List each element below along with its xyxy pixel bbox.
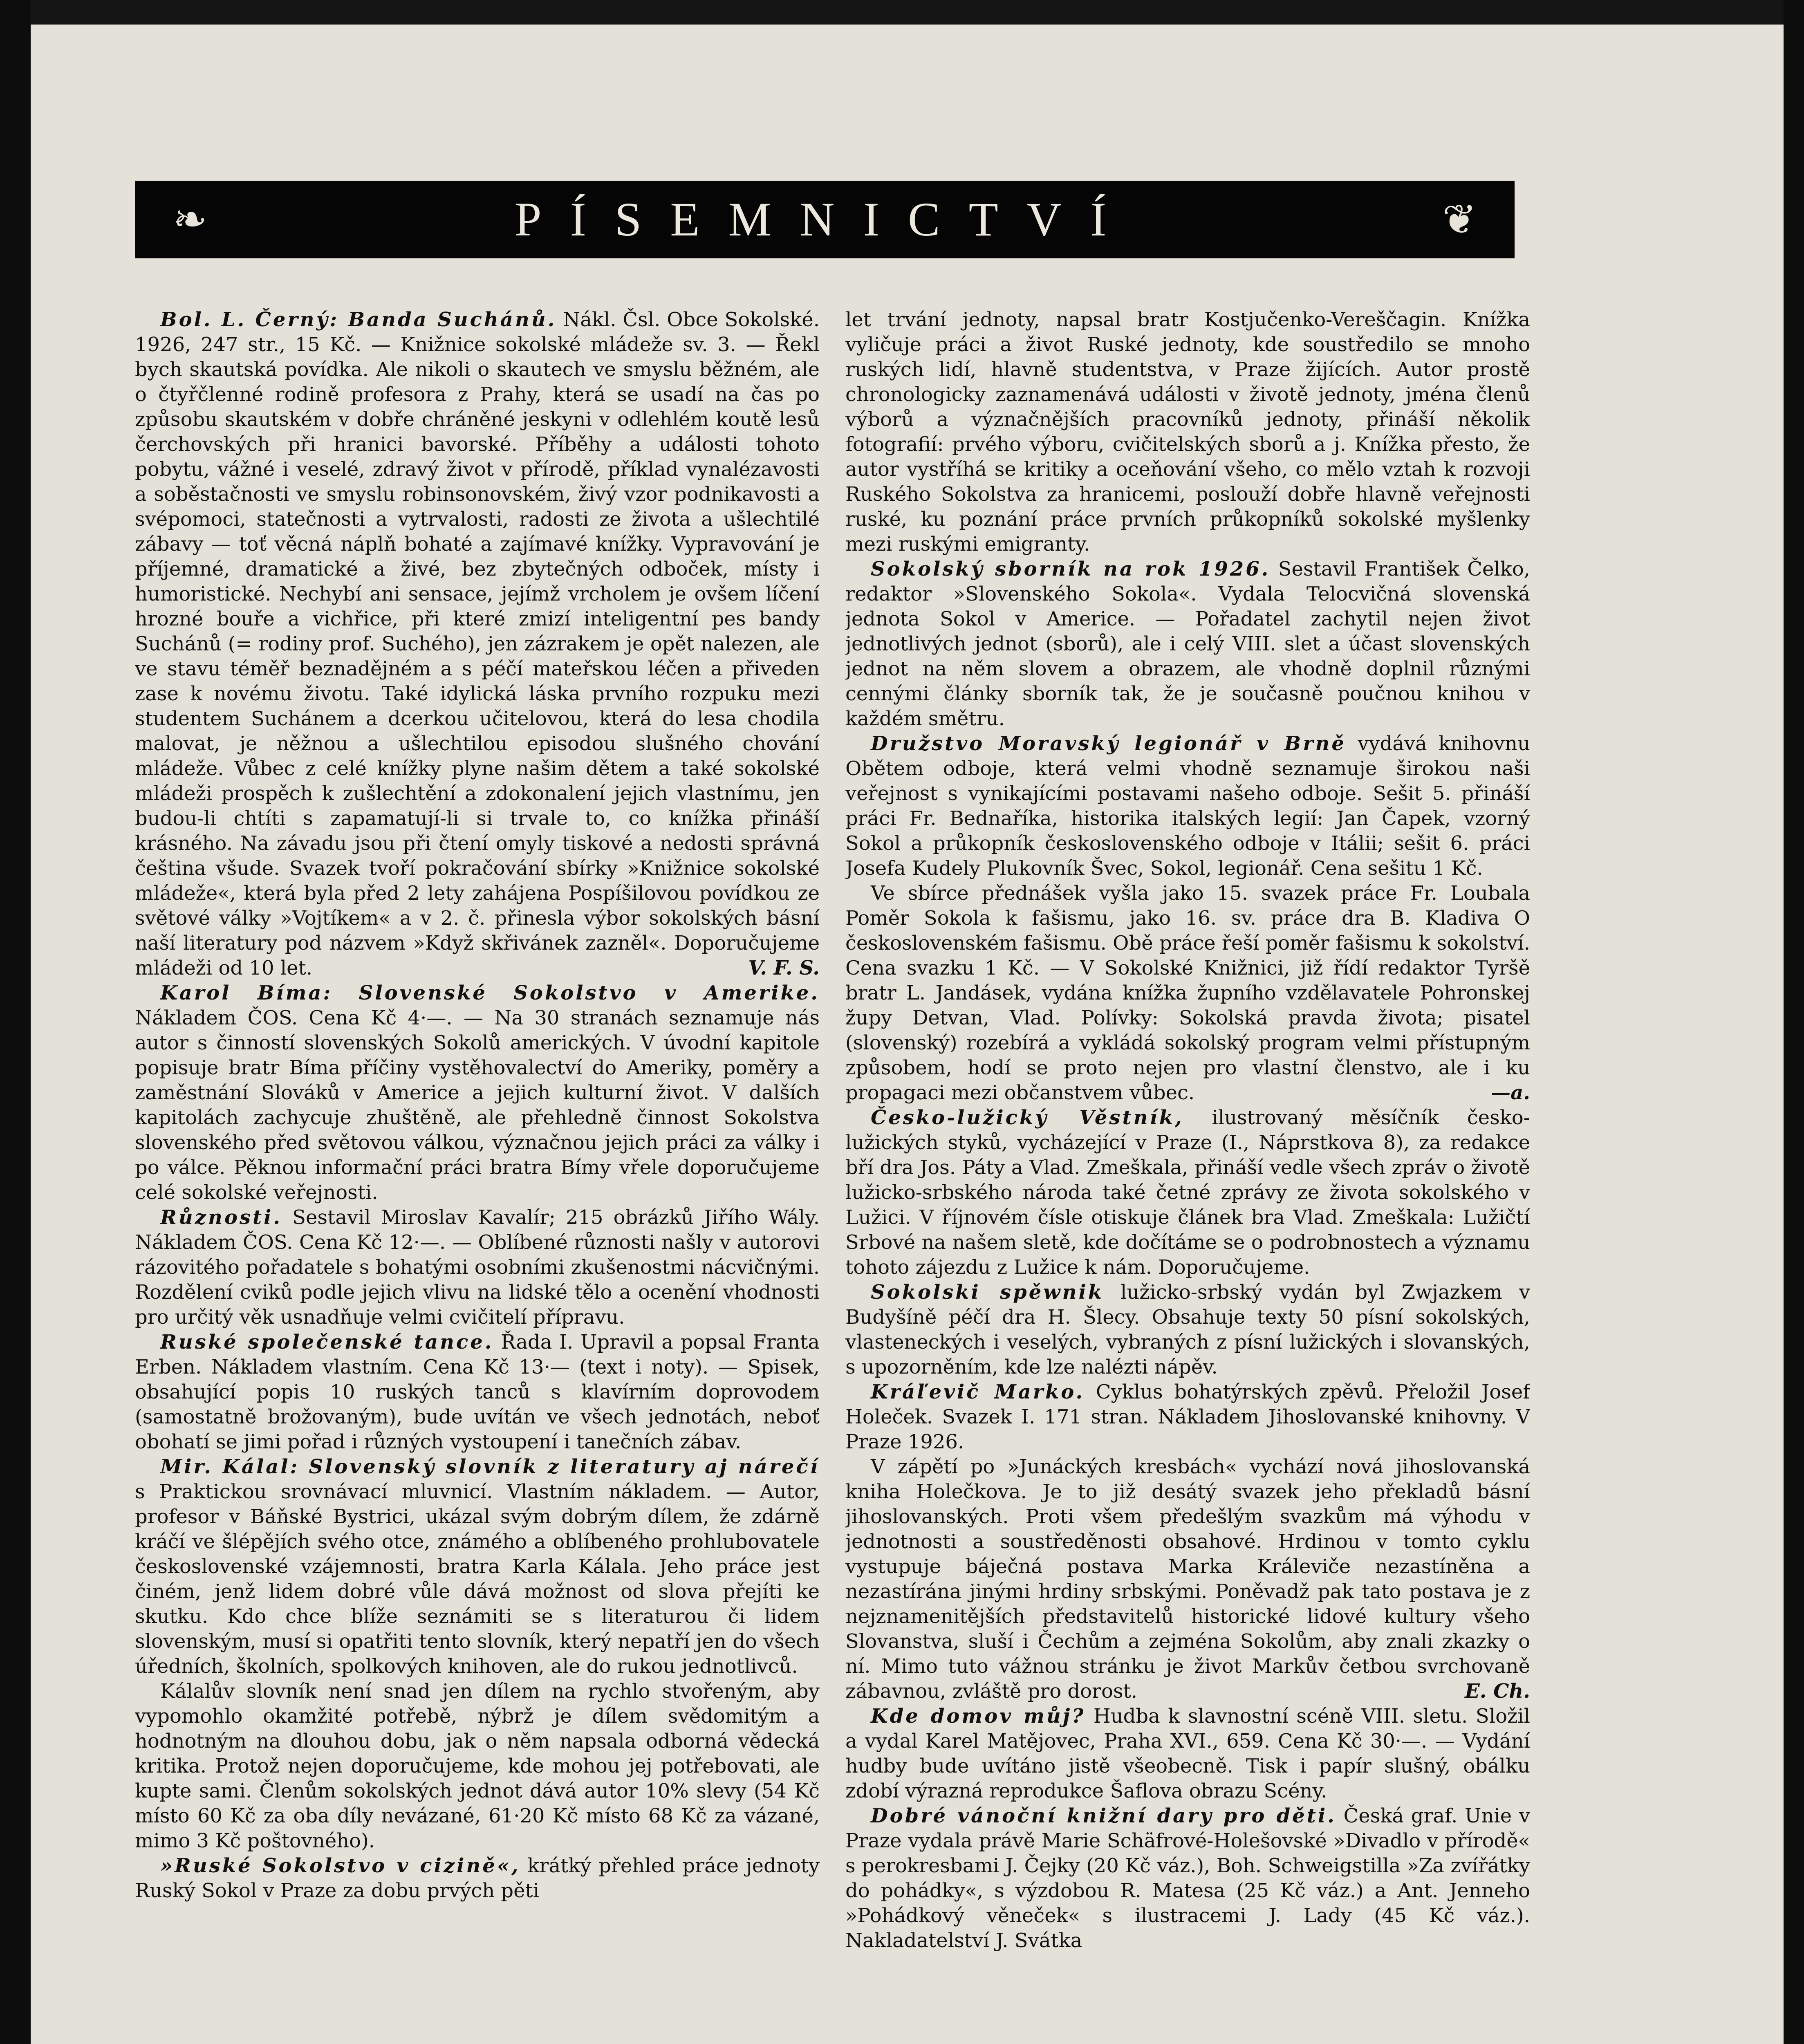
- review-entry: [845, 1380, 1530, 1455]
- scan-border-left: [0, 0, 31, 2044]
- left-column: [135, 307, 820, 2012]
- review-entry: [845, 557, 1530, 731]
- review-heading: »Ruské Sokolstvo v cizině«,: [160, 1854, 520, 1877]
- review-entry: [135, 1455, 820, 1679]
- review-entry: [845, 1455, 1530, 1704]
- review-text: s Praktickou srovnávací mluvnicí. Vlastním nákladem. — Autor, profesor v Báňské Bystrici, ukázal svým dobrým dílem, že zdárně kráčí ve šlépějích svého otce, známého a oblíbeného prohlubovatele československé vzájemnosti, bratra Karla Kálala. Jeho práce jest činém, jenž lidem dobré vůle dává možnost od slova přejíti ke skutku. Kdo chce blíže seznámiti se s literaturou či lidem slovenským, musí si opatřiti tento slovník, který nepatří jen do všech úředních, školních, spolkových knihoven, ale do rukou jednotlivců.: [135, 1480, 820, 1678]
- review-entry: [135, 1853, 820, 1903]
- review-heading: Sokolski spěwnik: [871, 1281, 1104, 1304]
- review-entry: [845, 1804, 1530, 1953]
- review-text: Kálalův slovník není snad jen dílem na rychlo stvořeným, aby vypomohlo okamžité potřebě, nýbrž je dílem svědomitým a hodnotným na dlouhou dobu, jak o něm napsala odborná vědecká kritika. Protož nejen doporučujeme, kde mohou jej potřebovati, ale kupte sami. Členům sokolských jednot dává autor 10% slevy (54 Kč místo 60 Kč za oba díly nevázané, 61·20 Kč místo 68 Kč za vázané, mimo 3 Kč poštovného).: [135, 1680, 820, 1852]
- review-entry: [845, 731, 1530, 881]
- review-heading: Mir. Kálal: Slovenský slovník z literatury aj nárečí: [160, 1455, 820, 1478]
- review-entry: [135, 1205, 820, 1330]
- review-heading: Různosti.: [160, 1206, 282, 1229]
- review-heading: Bol. L. Černý: Banda Suchánů.: [160, 308, 557, 331]
- review-text: Řada I. Upravil a popsal Franta Erben. Nákladem vlastním. Cena Kč 13·— (text i noty). — Spisek, obsahující popis 10 ruských tanců s klavírním doprovodem (samostatně brožovaným), bude uvítán ve všech jednotách, neboť obohatí se jimi pořad i různých vystoupení i tanečních zábav.: [135, 1331, 820, 1453]
- right-column: [845, 307, 1530, 2012]
- review-text: V zápětí po »Junáckých kresbách« vychází nová jihoslovanská kniha Holečkova. Je to již desátý svazek jeho překladů básní jihoslovanských. Proti všem předešlým svazkům má výhodu v jednotnosti a soustředěnosti obsahové. Hrdinou v tomto cyklu vystupuje báječná postava Marka Králeviče nezastíněna a nezastírána jinými hrdiny srbskými. Poněvadž pak tato postava je z nejznamenitějších představitelů historické lidové kultury všeho Slovanstva, sluší i Čechům a zejména Sokolům, aby znali zkazky o ní. Mimo tuto vážnou stránku je život Markův četbou svrchovaně zábavnou, zvláště pro dorost.: [845, 1455, 1530, 1703]
- review-text: Sestavil Miroslav Kavalír; 215 obrázků Jiřího Wály. Nákladem ČOS. Cena Kč 12·—. — Oblíbené různosti našly v autorovi rázovitého pořadatele s bohatými osobními zkušenostmi nácvičnými. Rozdělení cviků podle jejich vlivu na lidské tělo a ocenění vhodnosti pro určitý věk usnadňuje velmi cvičitelí přípravu.: [135, 1206, 820, 1329]
- review-text: lužicko-srbský vydán byl Zwjazkem v Budyšíně péčí dra H. Šlecy. Obsahuje texty 50 písní sokolských, vlasteneckých i veselých, vybraných z písní lužických i slovanských, s upozorněním, kde lze nalézti nápěv.: [845, 1281, 1530, 1378]
- review-text: Česká graf. Unie v Praze vydala právě Marie Schäfrové-Holešovské »Divadlo v přírodě« s perokresbami J. Čejky (20 Kč váz.), Boh. Schweigstilla »Za zvířátky do pohádky«, s výzdobou R. Matesa (25 Kč váz.) a Ant. Jenneho »Pohádkový věneček« s ilustracemi J. Lady (45 Kč váz.). Nakladatelství J. Svátka: [845, 1804, 1530, 1952]
- review-entry: [845, 1704, 1530, 1804]
- review-text: Sestavil František Čelko, redaktor »Slovenského Sokola«. Vydala Telocvičná slovenská jednota Sokol v Americe. — Pořadatel zachytil nejen život jednotlivých jednot (sborů), ale i celý VIII. slet a účast slovenských jednot na něm slovem a obrazem, ale vhodně doplnil různými cennými články sborník tak, že je současně poučnou knihou v každém smětru.: [845, 558, 1530, 730]
- review-heading: Ruské společenské tance.: [160, 1331, 494, 1354]
- review-heading: Dobré vánoční knižní dary pro děti.: [871, 1804, 1336, 1827]
- review-text: Hudba k slavnostní scéně VIII. sletu. Složil a vydal Karel Matějovec, Praha XVI., 659. Cena Kč 30·—. — Vydání hudby bude uvítáno jistě všeobecně. Tisk i papír slušný, obálku zdobí výrazná reprodukce Šaflova obrazu Scény.: [845, 1705, 1530, 1802]
- review-entry: [845, 881, 1530, 1105]
- review-text: let trvání jednoty, napsal bratr Kostjučenko-Vereščagin. Knížka vyličuje práci a život Ruské jednoty, kde soustředilo se mnoho ruských lidí, hlavně studentstva, v Praze žijících. Autor prostě chronologicky zaznamenává události v životě jednoty, jména členů výborů a význačnějších pracovníků jednoty, přináší několik fotografií: prvého výboru, cvičitelských sborů a j. Knížka přesto, že autor vystříhá se kritiky a oceňování všeho, co mělo vztah k rozvoji Ruského Sokolstva za hranicemi, poslouží dobře hlavně veřejnosti ruské, ku poznání práce prvních průkopníků sokolské myšlenky mezi ruskými emigranty.: [845, 308, 1530, 556]
- review-text: krátký přehled práce jednoty Ruský Sokol v Praze za dobu prvých pěti: [135, 1854, 820, 1902]
- review-heading: Družstvo Moravský legionář v Brně: [871, 732, 1346, 755]
- review-signature: V. F. S.: [748, 957, 820, 979]
- review-heading: Karol Bíma: Slovenské Sokolstvo v Amerike.: [160, 982, 820, 1004]
- review-entry: [135, 1679, 820, 1853]
- review-heading: Česko-lužický Věstník,: [871, 1106, 1184, 1129]
- section-banner: [135, 181, 1515, 258]
- review-signature: E. Ch.: [1465, 1680, 1530, 1703]
- review-entry: [845, 307, 1530, 557]
- review-text: Cyklus bohatýrských zpěvů. Přeložil Josef Holeček. Svazek I. 171 stran. Nákladem Jihoslovanské knihovny. V Praze 1926.: [845, 1381, 1530, 1453]
- review-text: Nákladem ČOS. Cena Kč 4·—. — Na 30 stranách seznamuje nás autor s činností slovenských Sokolů amerických. V úvodní kapitole popisuje bratr Bíma příčiny vystěhovalectví do Ameriky, poměry a zaměstnání Slováků v Americe a jejich kulturní život. V dalších kapitolách zachycuje zhuštěně, ale přehledně činnost Sokolstva slovenského před světovou válkou, význačnou jejich práci za války i po válce. Pěknou informační práci bratra Bímy vřele doporučujeme celé sokolské veřejnosti.: [135, 1006, 820, 1204]
- scan-border-right: [1784, 0, 1804, 2044]
- review-text: Nákl. Čsl. Obce Sokolské. 1926, 247 str., 15 Kč. — Knižnice sokolské mládeže sv. 3. — Řekl bych skautská povídka. Ale nikoli o skautech ve smyslu běžném, ale o čtyřčlenné rodině profesora z Prahy, která se usadí na čas po způsobu skautském v dobře chráněné jeskyni v odlehlém koutě lesů čerchovských při hranici bavorské. Příběhy a události tohoto pobytu, vážné i veselé, zdravý život v přírodě, příklad vynalézavosti a soběstačnosti ve smyslu robinsonovském, živý vzor podnikavosti a svépomoci, statečnosti a vytrvalosti, radosti ze života a ušlechtilé zábavy — toť věcná náplň bohaté a zajímavé knížky. Vypravování je příjemné, dramatické a živé, bez zbytečných odboček, místy i humoristické. Nechybí ani sensace, jejímž vrcholem je ovšem líčení hrozné bouře a vichřice, při které zmizí inteligentní pes bandy Suchánů (= rodiny prof. Suchého), jen zázrakem je opět nalezen, ale ve stavu téměř beznadějném a s péčí mateřskou léčen a přiveden zase k novému životu. Také idylická láska prvního rozpuku mezi studentem Suchánem a dcerkou učitelovou, která do lesa chodila malovat, je něžnou a ušlechtilou episodou slušného chování mládeže. Vůbec z celé knížky plyne našim dětem a také sokolské mládeži prospěch k zušlechtění a zdokonalení jejich vlastnímu, jen budou-li chtíti s zapamatují-li si trvale to, co knížka přináší krásného. Na závadu jsou při čtení omyly tiskové a nedosti správná čeština všude. Svazek tvoří pokračování sbírky »Knižnice sokolské mládeže«, která byla před 2 lety zahájena Pospíšilovou povídkou ze světové války »Vojtíkem« a v 2. č. přinesla výbor sokolských básní naší literatury pod názvem »Když skřivánek zazněl«. Doporučujeme mládeži od 10 let.: [135, 308, 820, 979]
- review-heading: Kráľevič Marko.: [871, 1381, 1085, 1403]
- review-text: vydává knihovnu Obětem odboje, která velmi vhodně seznamuje širokou naši veřejnost s vynikajícími postavami našeho odboje. Sešit 5. přináší práci Fr. Bednaříka, historika italských legií: Jan Čapek, vzorný Sokol a průkopník československého odboje v Itálii; sešit 6. práci Josefa Kudely Plukovník Švec, Sokol, legionář. Cena sešitu 1 Kč.: [845, 732, 1530, 880]
- review-entry: [135, 981, 820, 1205]
- leaf-ornament-icon: ❧: [173, 195, 207, 243]
- review-text: Ve sbírce přednášek vyšla jako 15. svazek práce Fr. Loubala Poměr Sokola k fašismu, jako 16. sv. práce dra B. Kladiva O československém fašismu. Obě práce řeší poměr fašismu k sokolství. Cena svazku 1 Kč. — V Sokolské Knižnici, již řídí redaktor Tyršě bratr L. Jandásek, vydána knížka župního vzdělavatele Pohronskej župy Detvan, Vlad. Polívky: Sokolská pravda života; pisatel (slovenský) rozebírá a vykládá sokolský program velmi přístupným způsobem, hodí se proto nejen pro vlastní členstvo, ale i ku propagaci mezi občanstvem vůbec.: [845, 882, 1530, 1104]
- leaf-ornament-icon: ❦: [1442, 195, 1477, 243]
- review-entry: [845, 1105, 1530, 1280]
- section-title: PÍSEMNICTVÍ: [514, 193, 1135, 246]
- review-text: ilustrovaný měsíčník česko-lužických styků, vycházející v Praze (I., Náprstkova 8), za redakce bří dra Jos. Páty a Vlad. Zmeškala, přináší vedle všech zpráv o životě lužicko-srbského národa také četné zprávy ze života sokolského v Lužici. V říjnovém čísle otiskuje článek bra Vlad. Zmeškala: Lužičtí Srbové na našem sletě, kde dočítáme se o podrobnostech a významu tohoto zájezdu z Lužice k nám. Doporučujeme.: [845, 1106, 1530, 1279]
- review-entry: [845, 1280, 1530, 1380]
- scan-border-top: [0, 0, 1804, 25]
- review-heading: Kde domov můj?: [871, 1705, 1086, 1728]
- review-heading: Sokolský sborník na rok 1926.: [871, 558, 1271, 580]
- review-entry: [135, 307, 820, 981]
- review-entry: [135, 1330, 820, 1455]
- review-signature: —a.: [1491, 1081, 1530, 1104]
